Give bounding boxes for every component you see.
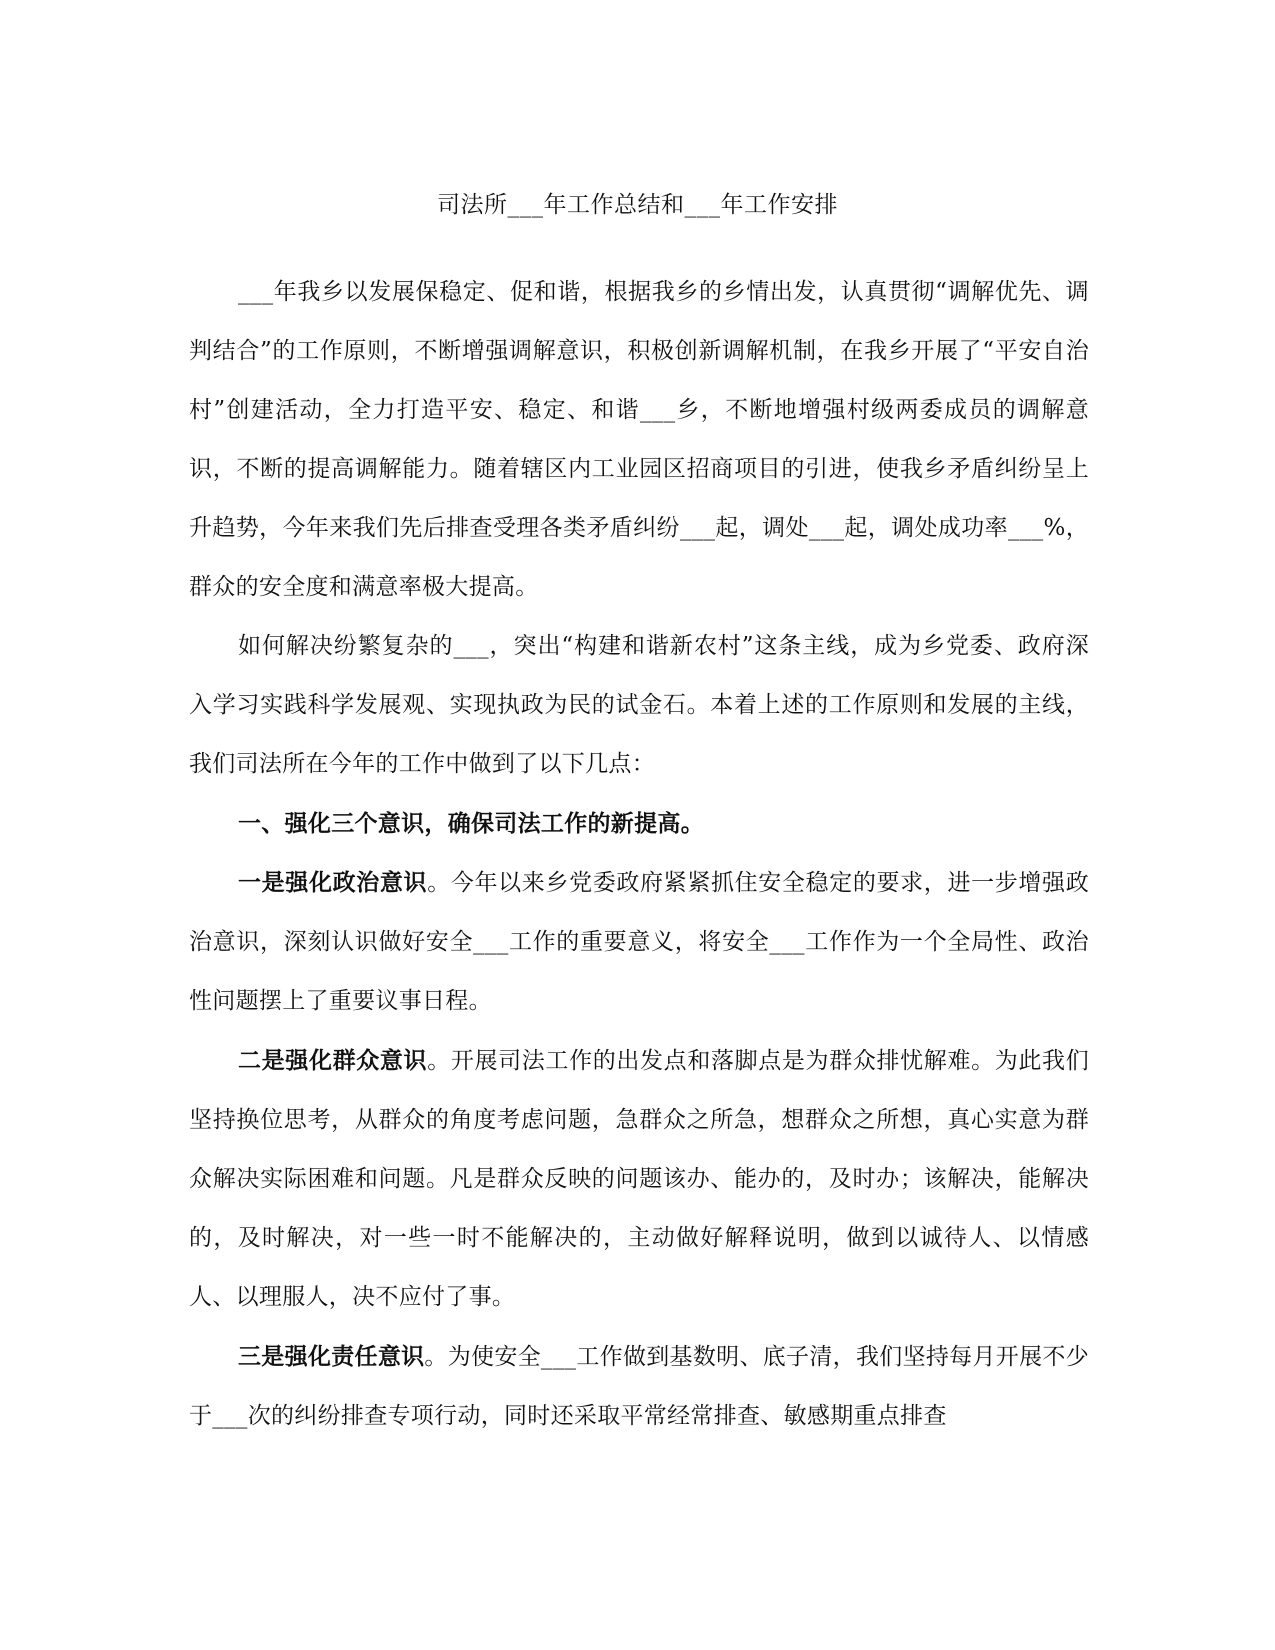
item-lead: 二是强化群众意识: [238, 1047, 428, 1074]
item-text: 。今年以来乡党委政府紧紧抓住安全稳定的要求，进一步增强政治意识，深刻认识做好安全___工作的重要意义，将安全___工作作为一个全局性、政治性问题摆上了重要议事日程。: [189, 870, 1089, 1014]
item-text: 。开展司法工作的出发点和落脚点是为群众排忧解难。为此我们坚持换位思考，从群众的角度考虑问题，急群众之所急，想群众之所想，真心实意为群众解决实际困难和问题。凡是群众反映的问题该办、能办的，及时办；该解决，能解决的，及时解决，对一些一时不能解决的，主动做好解释说明，做到以诚待人、以情感人、以理服人，决不应付了事。: [189, 1048, 1089, 1310]
intro-paragraph-text: ___年我乡以发展保稳定、促和谐，根据我乡的乡情出发，认真贯彻“调解优先、调判结合”的工作原则，不断增强调解意识，积极创新调解机制，在我乡开展了“平安自治村”创建活动，全力打造平安、稳定、和谐___乡，不断地增强村级两委成员的调解意识，不断的提高调解能力。随着辖区内工业园区招商项目的引进，使我乡矛盾纠纷呈上升趋势，今年来我们先后排查受理各类矛盾纠纷___起，调处___起，调处成功率___%，群众的安全度和满意率极大提高。: [189, 279, 1089, 600]
item-lead: 一是强化政治意识: [238, 869, 428, 896]
item-responsibility-awareness: [189, 1327, 1089, 1446]
principle-paragraph: [189, 617, 1089, 794]
principle-paragraph-text: 如何解决纷繁复杂的___，突出“构建和谐新农村”这条主线，成为乡党委、政府深入学习实践科学发展观、实现执政为民的试金石。本着上述的工作原则和发展的主线，我们司法所在今年的工作中做到了以下几点：: [189, 633, 1089, 777]
section-heading: 一、强化三个意识，确保司法工作的新提高。: [238, 810, 704, 837]
document-title: 司法所___年工作总结和___年工作安排: [437, 192, 838, 218]
item-public-awareness: [189, 1031, 1089, 1327]
item-lead: 三是强化责任意识: [238, 1343, 425, 1370]
document-body: [189, 263, 1089, 1446]
item-political-awareness: [189, 853, 1089, 1031]
intro-paragraph: [189, 263, 1089, 617]
item-text: 。为使安全___工作做到基数明、底子清，我们坚持每月开展不少于___次的纠纷排查专项行动，同时还采取平常经常排查、敏感期重点排查: [189, 1344, 1089, 1429]
